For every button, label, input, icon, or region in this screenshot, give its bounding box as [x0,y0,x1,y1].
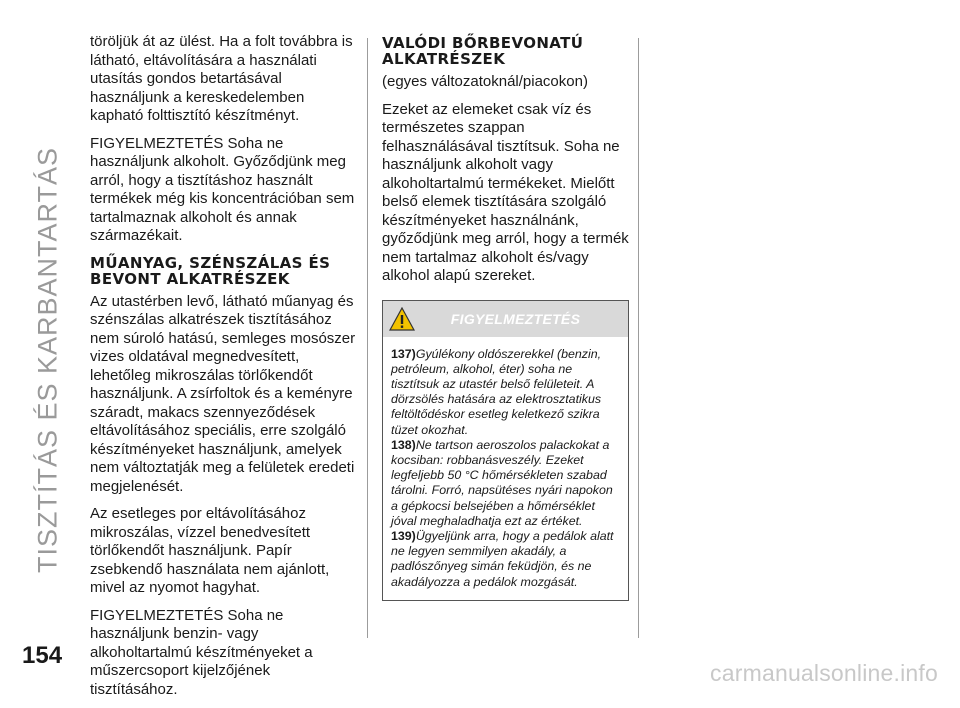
warning-header [383,301,628,337]
paragraph: Ezeket az elemeket csak víz és természetes szappan felhasználásával tisztítsuk. Soha ne használjunk alkoholt vagy alkoholtartalmú termékeket. Mielőtt belső elemek tisztítására szolgáló készítményeket használnánk, győződjünk meg arról, hogy a termék nem tartalmaz alkoholt és/vagy alkohol alapú szereket. [382,100,629,284]
paragraph: Az esetleges por eltávolításához mikroszálas, vízzel benedvesített törlőkendőt használjunk. Papír zsebkendő használata nem ajánlott, mivel az nyomot hagyhat. [90,505,330,596]
section-heading-plastic: MŰANYAG, SZÉNSZÁLAS ÉS BEVONT ALKATRÉSZEK [90,253,331,288]
warning-body [383,337,628,600]
warning-item-text: Ügyeljünk arra, hogy a pedálok alatt ne legyen semmilyen akadály, a padlószőnyeg simán feküdjön, és ne akadályozza a pedálok mozgását. [391,528,614,589]
page-number: 154 [22,642,63,669]
paragraph: Az utastérben levő, látható műanyag és szénszálas alkatrészek tisztításához nem súroló hatású, semleges mosószer vizes oldatával megnedvesített, lehetőleg mikroszálas törlőkendőt használjunk. A zsírfoltok és a keményre száradt, makacs szennyeződések eltávolításához speciális, erre szolgáló készítményeket használjunk, amelyek nem változtatják meg a felületek eredeti megjelenését. [90,292,356,495]
section-heading-leather: VALÓDI BŐRBEVONATÚ ALKATRÉSZEK [382,34,584,68]
warning-box [382,300,629,601]
warning-item-number: 138) [391,437,416,452]
paragraph-subtitle: (egyes változatoknál/piacokon) [382,73,588,90]
warning-item [391,438,620,529]
section-side-title: TISZTÍTÁS ÉS KARBANTARTÁS [32,146,63,574]
left-column [90,33,358,708]
middle-column [382,33,630,601]
paragraph-warning-benzin: FIGYELMEZTETÉS Soha ne használjunk benzin- vagy alkoholtartalmú készítményeket a műszercsoport kijelzőjének tisztításához. [90,606,313,698]
warning-item-text: Gyúlékony oldószerekkel (benzin, petróleum, alkohol, éter) soha ne tisztítsuk az utastér belső felületeit. A dörzsölés hatására az elektrosztatikus feltöltődéskor esetleg keletkező szikra tüzet okozhat. [391,346,602,437]
paragraph-warning-alcohol: FIGYELMEZTETÉS Soha ne használjunk alkoholt. Győződjünk meg arról, hogy a tisztításhoz használt termékek még kis koncentrációban sem tartalmaznak alkoholt és annak származékait. [90,134,355,244]
warning-item [391,529,620,590]
warning-item-text: Ne tartson aeroszolos palackokat a kocsiban: robbanásveszély. Ezeket legfeljebb 50 °C hőmérsékleten szabad tárolni. Forró, napsütéses nyári napokon a gépkocsi belsejében a hőmérséklet jóval meghaladhatja ezt az értéket. [391,437,613,528]
warning-item-number: 139) [391,528,416,543]
warning-title: FIGYELMEZTETÉS [450,310,581,327]
column-divider-left [367,38,368,638]
warning-triangle-icon [389,307,415,331]
column-divider-right [638,38,639,638]
watermark: carmanualsonline.info [710,660,938,686]
warning-item-number: 137) [391,346,416,361]
warning-item [391,347,620,438]
paragraph: töröljük át az ülést. Ha a folt továbbra is látható, eltávolítására a használati utasítás gondos betartásával használjunk a kereskedelemben kapható folttisztító készítményt. [90,33,353,124]
